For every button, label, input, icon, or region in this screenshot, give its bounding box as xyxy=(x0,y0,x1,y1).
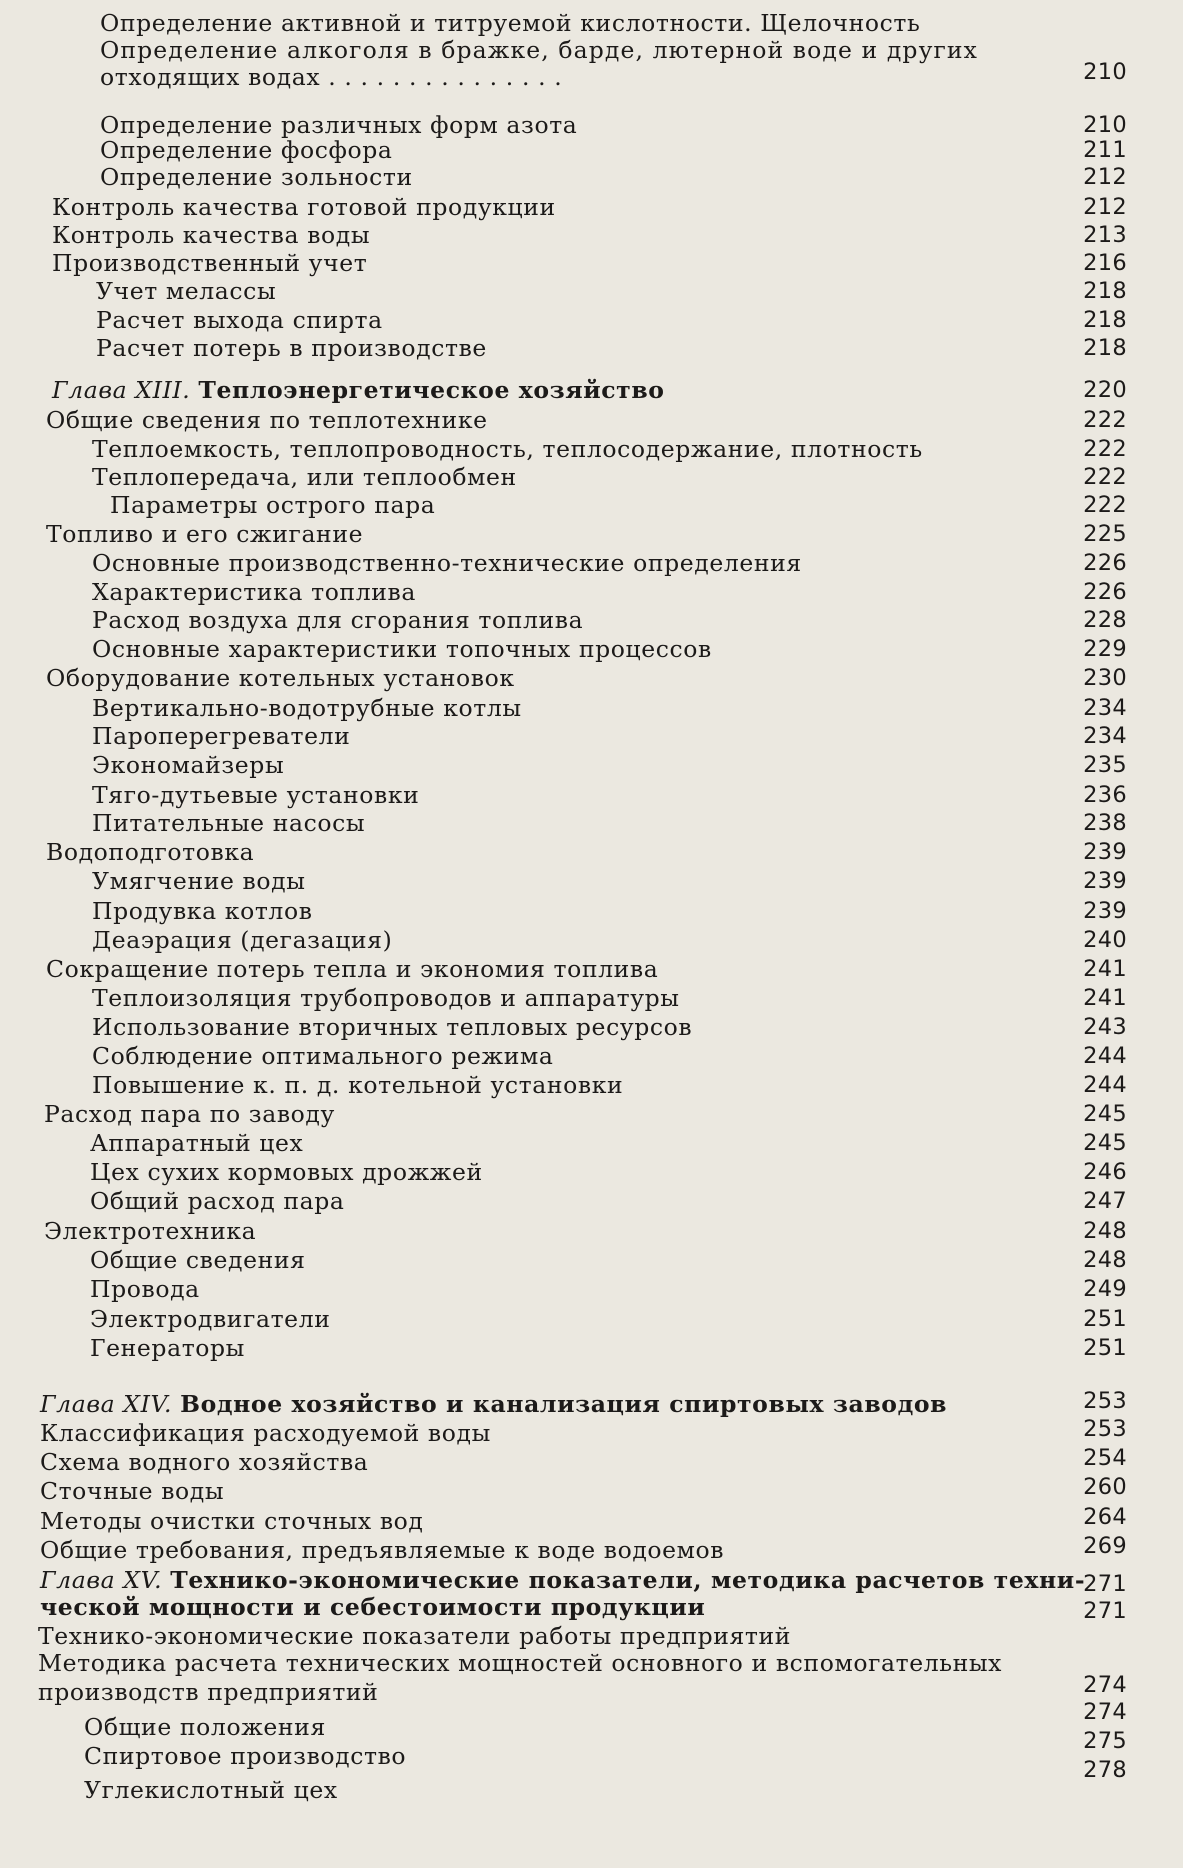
toc-title: Теплопередача, или теплообмен xyxy=(92,463,517,491)
toc-page: 218 xyxy=(1083,335,1127,361)
toc-title: Умягчение воды xyxy=(92,867,306,895)
toc-title: Общие сведения по теплотехнике xyxy=(46,406,488,434)
toc-title: Сточные воды xyxy=(40,1477,225,1505)
toc-line xyxy=(0,1186,1183,1216)
toc-title: Контроль качества воды xyxy=(52,221,371,249)
toc-page: 225 xyxy=(1083,521,1127,547)
toc-page: 222 xyxy=(1083,436,1127,462)
toc-line xyxy=(0,1535,1183,1565)
toc-page: 222 xyxy=(1083,492,1127,518)
toc-page: 229 xyxy=(1083,636,1127,662)
toc-page: 274 xyxy=(1083,1672,1127,1698)
toc-line xyxy=(0,780,1183,810)
toc-page: 278 xyxy=(1083,1757,1127,1783)
chapter-title: Технико-экономические показатели, методика расчетов техни- xyxy=(170,1566,1086,1594)
toc-line xyxy=(0,305,1183,335)
toc-chapter-line xyxy=(0,1565,1183,1595)
toc-line xyxy=(0,663,1183,693)
toc-line xyxy=(0,808,1183,838)
toc-page: 271 xyxy=(1083,1571,1127,1597)
toc-page: 246 xyxy=(1083,1159,1127,1185)
toc-line xyxy=(0,1775,1183,1805)
toc-line xyxy=(0,1712,1183,1754)
toc-title: Классификация расходуемой воды xyxy=(40,1419,491,1447)
toc-line xyxy=(0,1621,1183,1651)
toc-page: 234 xyxy=(1083,723,1127,749)
toc-line xyxy=(0,896,1183,926)
toc-line xyxy=(0,954,1183,984)
toc-page: 220 xyxy=(1083,377,1127,403)
toc-page: 249 xyxy=(1083,1276,1127,1302)
toc-title: ческой мощности и себестоимости продукции xyxy=(40,1593,706,1621)
chapter-title: Водное хозяйство и канализация спиртовых заводов xyxy=(180,1390,948,1418)
toc-title: Определение алкоголя в бражке, барде, лютерной воде и других xyxy=(100,36,979,64)
toc-page: 235 xyxy=(1083,752,1127,778)
toc-page: 264 xyxy=(1083,1504,1127,1530)
toc-line xyxy=(0,405,1183,435)
toc-title: Расчет выхода спирта xyxy=(96,306,383,334)
toc-page: 243 xyxy=(1083,1014,1127,1040)
toc-page: 247 xyxy=(1083,1188,1127,1214)
toc-line xyxy=(0,693,1183,723)
toc-line xyxy=(0,983,1183,1013)
toc-page: 226 xyxy=(1083,550,1127,576)
toc-line xyxy=(0,837,1183,867)
toc-chapter-line xyxy=(0,375,1183,405)
toc-title: Характеристика топлива xyxy=(92,578,416,606)
toc-title: Определение активной и титруемой кислотности. Щелочность xyxy=(100,9,921,37)
toc-page: 228 xyxy=(1083,607,1127,633)
toc-title: Спиртовое производство xyxy=(84,1742,407,1770)
toc-line xyxy=(0,1677,1183,1725)
toc-line xyxy=(0,548,1183,578)
toc-title: Теплоемкость, теплопроводность, теплосодержание, плотность xyxy=(92,435,923,463)
toc-page: 216 xyxy=(1083,250,1127,276)
toc-title: Углекислотный цех xyxy=(84,1776,338,1804)
toc-page: 251 xyxy=(1083,1306,1127,1332)
toc-title: Соблюдение оптимального режима xyxy=(92,1042,554,1070)
toc-line xyxy=(0,1128,1183,1158)
toc-page: 234 xyxy=(1083,695,1127,721)
toc-line xyxy=(0,1099,1183,1129)
toc-page: 210 xyxy=(1083,112,1127,138)
toc-page: 244 xyxy=(1083,1072,1127,1098)
toc-page: 244 xyxy=(1083,1043,1127,1069)
chapter-label: Глава XV. xyxy=(40,1566,163,1594)
toc-title: Основные характеристики топочных процессов xyxy=(92,635,712,663)
toc-line xyxy=(0,62,1183,92)
toc-page: 239 xyxy=(1083,839,1127,865)
toc-page: 212 xyxy=(1083,164,1127,190)
toc-line xyxy=(0,634,1183,664)
toc-page: 248 xyxy=(1083,1247,1127,1273)
toc-title: Определение фосфора xyxy=(100,136,393,164)
toc-page: 245 xyxy=(1083,1101,1127,1127)
toc-line xyxy=(0,750,1183,780)
toc-line xyxy=(0,1012,1183,1042)
toc-page: 275 xyxy=(1083,1728,1127,1754)
toc-line xyxy=(0,1592,1183,1622)
toc-title: Электродвигатели xyxy=(90,1305,331,1333)
toc-line xyxy=(0,721,1183,751)
toc-line xyxy=(0,8,1183,38)
toc-title: Расчет потерь в производстве xyxy=(96,334,487,362)
toc-line xyxy=(0,434,1183,464)
toc-page: 238 xyxy=(1083,810,1127,836)
toc-title: Генераторы xyxy=(90,1334,245,1362)
toc-page: 236 xyxy=(1083,782,1127,808)
toc-line xyxy=(0,1447,1183,1477)
toc-page: 239 xyxy=(1083,868,1127,894)
toc-title: Определение зольности xyxy=(100,163,413,191)
toc-title: Общий расход пара xyxy=(90,1187,345,1215)
toc-title: Схема водного хозяйства xyxy=(40,1448,369,1476)
toc-title: Теплоизоляция трубопроводов и аппаратуры xyxy=(92,984,680,1012)
toc-line xyxy=(0,519,1183,549)
toc-title: Технико-экономические показатели работы предприятий xyxy=(38,1622,792,1650)
toc-line xyxy=(0,866,1183,896)
toc-title: Методика расчета технических мощностей основного и вспомогательных xyxy=(38,1649,1003,1677)
chapter-label: Глава XIV. xyxy=(40,1390,173,1418)
toc-page: 226 xyxy=(1083,579,1127,605)
toc-title: Использование вторичных тепловых ресурсов xyxy=(92,1013,693,1041)
toc-title: Повышение к. п. д. котельной установки xyxy=(92,1071,624,1099)
toc-line xyxy=(0,1216,1183,1246)
toc-title: Расход воздуха для сгорания топлива xyxy=(92,606,584,634)
toc-line xyxy=(0,333,1183,363)
toc-title: Учет мелассы xyxy=(96,277,277,305)
toc-page: 222 xyxy=(1083,407,1127,433)
toc-page: 239 xyxy=(1083,898,1127,924)
toc-page: 210 xyxy=(1083,59,1127,85)
toc-line xyxy=(0,1041,1183,1071)
toc-page: 251 xyxy=(1083,1335,1127,1361)
toc-title: Основные производственно-технические определения xyxy=(92,549,802,577)
toc-title: Электротехника xyxy=(44,1217,257,1245)
toc-page: 241 xyxy=(1083,956,1127,982)
toc-title: Сокращение потерь тепла и экономия топлива xyxy=(46,955,659,983)
toc-line xyxy=(0,1506,1183,1536)
toc-title: Водоподготовка xyxy=(46,838,255,866)
toc-line xyxy=(0,192,1183,222)
toc-title: Продувка котлов xyxy=(92,897,313,925)
toc-page: 241 xyxy=(1083,985,1127,1011)
toc-page: 212 xyxy=(1083,194,1127,220)
toc-title: Вертикально-водотрубные котлы xyxy=(92,694,522,722)
toc-line xyxy=(0,1476,1183,1506)
toc-title: Оборудование котельных установок xyxy=(46,664,515,692)
toc-line xyxy=(0,135,1183,165)
toc-title: Методы очистки сточных вод xyxy=(40,1507,424,1535)
toc-page: 230 xyxy=(1083,665,1127,691)
toc-page: 211 xyxy=(1083,137,1127,163)
toc-title: Производственный учет xyxy=(52,249,368,277)
toc-page: 254 xyxy=(1083,1445,1127,1471)
toc-title: Общие сведения xyxy=(90,1246,306,1274)
toc-title: Цех сухих кормовых дрожжей xyxy=(90,1158,483,1186)
toc-line xyxy=(0,276,1183,306)
toc-line xyxy=(0,462,1183,492)
toc-line xyxy=(0,1741,1183,1783)
toc-title: Параметры острого пара xyxy=(110,491,436,519)
toc-line xyxy=(0,248,1183,278)
toc-line xyxy=(0,1157,1183,1187)
toc-page: 271 xyxy=(1083,1598,1127,1624)
toc-line xyxy=(0,605,1183,635)
toc-title: Определение различных форм азота xyxy=(100,111,578,139)
toc-page: 269 xyxy=(1083,1533,1127,1559)
toc-line xyxy=(0,162,1183,192)
toc-page: 248 xyxy=(1083,1218,1127,1244)
toc-page: 260 xyxy=(1083,1474,1127,1500)
toc-page: 222 xyxy=(1083,464,1127,490)
toc-title: Провода xyxy=(90,1275,200,1303)
toc-title: отходящих водах . . . . . . . . . . . . . . . xyxy=(100,63,563,91)
toc-page: 240 xyxy=(1083,927,1127,953)
chapter-label: Глава XIII. xyxy=(52,376,191,404)
chapter-title: Теплоэнергетическое хозяйство xyxy=(198,376,665,404)
toc-page: 218 xyxy=(1083,307,1127,333)
toc-page: 213 xyxy=(1083,222,1127,248)
toc-page: 253 xyxy=(1083,1416,1127,1442)
toc-line xyxy=(0,577,1183,607)
toc-page: 218 xyxy=(1083,278,1127,304)
toc-title: Пароперегреватели xyxy=(92,722,351,750)
toc-line xyxy=(0,1304,1183,1334)
toc-title: Деаэрация (дегазация) xyxy=(92,926,393,954)
toc-line xyxy=(0,925,1183,955)
toc-title: Питательные насосы xyxy=(92,809,366,837)
toc-title: Общие положения xyxy=(84,1713,326,1741)
toc-title: Расход пара по заводу xyxy=(44,1100,335,1128)
toc-title: Тяго-дутьевые установки xyxy=(92,781,420,809)
toc-line xyxy=(0,1070,1183,1100)
toc-page: 274 xyxy=(1083,1699,1127,1725)
toc-title: Аппаратный цех xyxy=(90,1129,304,1157)
toc-title: Общие требования, предъявляемые к воде водоемов xyxy=(40,1536,725,1564)
toc-line xyxy=(0,1333,1183,1363)
toc-line xyxy=(0,1274,1183,1304)
toc-title: Экономайзеры xyxy=(92,751,285,779)
toc-line xyxy=(0,1418,1183,1448)
toc-chapter-line xyxy=(0,1389,1183,1419)
toc-line xyxy=(0,490,1183,520)
toc-line xyxy=(0,220,1183,250)
toc-title: Контроль качества готовой продукции xyxy=(52,193,556,221)
toc-page: 253 xyxy=(1083,1388,1127,1414)
toc-title: Топливо и его сжигание xyxy=(46,520,364,548)
toc-title: производств предприятий xyxy=(38,1678,379,1706)
toc-page: 245 xyxy=(1083,1130,1127,1156)
toc-line xyxy=(0,1245,1183,1275)
